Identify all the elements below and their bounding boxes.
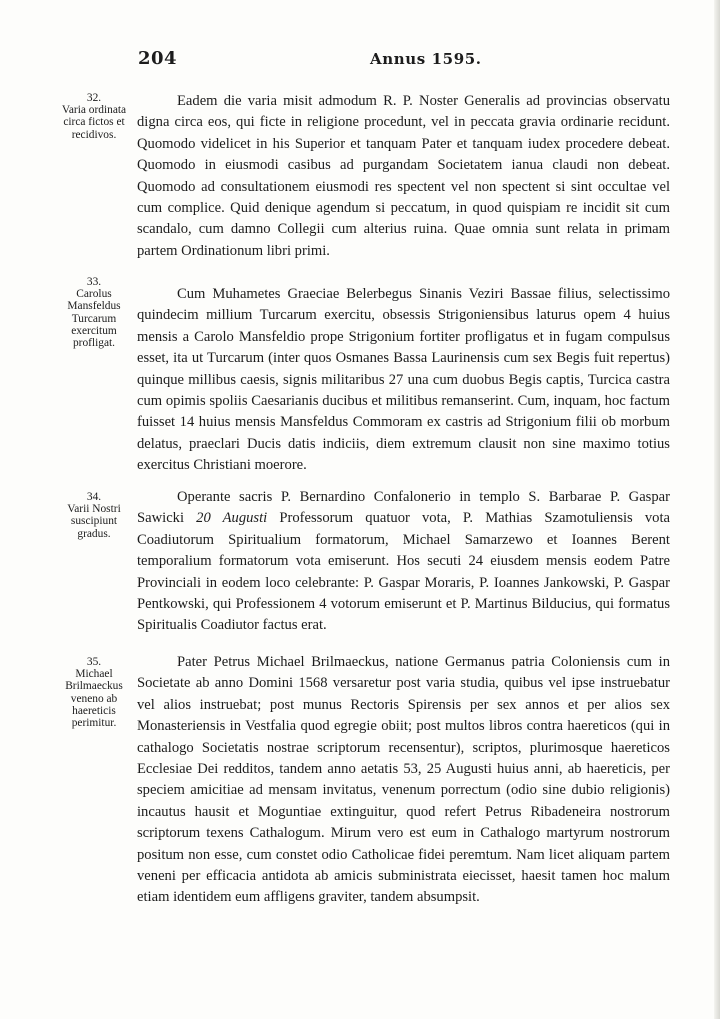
paragraph-34 <box>137 487 670 637</box>
page-header <box>138 48 678 72</box>
margin-note-33 <box>58 276 130 349</box>
paragraph-33: Cum Muhametes Graeciae Belerbegus Sinanis Veziri Bassae filius, selectissimo quindecim millium Turcarum exercitu, obsessis Strigoniensibus laturus opem 4 huius mensis a Carolo Mansfeldio prope Strigonium fortiter profligatus et in fugam compulsus esset, ita ut Turcarum (inter quos Osmanes Bassa Laurinensis cum sex Begis fuit repertus) quinque millibus caesis, signis militaribus 27 una cum duobus Begis captis, Turcica castra cum opimis spoliis Caesarianis ducibus et militibus remanserint. Cum, inquam, hoc factum fuisset 14 huius mensis Mansfeldus Commoram ex castris ad Strigonium filii ob morbum delatus, praeclari Ducis datis indiciis, diem extremum clausit non sine maximo totius exercitus Christiani moerore. <box>137 286 670 474</box>
paragraph-text: Professorum quatuor vota, P. Mathias Szamotuliensis vota Coadiutorum Spiritualium formatorum, Michael Samarzewo et Ioannes Berent temporalium formatorum vota emiserunt. Hos secuti 24 eiusdem mensis eodem Patre Provinciali in eodem loco celebrante: P. Gaspar Moraris, P. Ioannes Jankowski, P. Gaspar Pentkowski, qui Professionem 4 votorum emiserunt et P. Martinus Bilducius, qui formatus Spiritualis Coadiutor factus erat. <box>137 510 670 634</box>
page-number: 204 <box>138 48 178 69</box>
margin-note-35 <box>58 656 130 729</box>
margin-note-number: 32. <box>86 92 102 104</box>
paragraph-32: Eadem die varia misit admodum R. P. Noster Generalis ad provincias observatu digna circa eos, qui ficte in religione procedunt, vel in peccata gravia ordinarie recidunt. Quomodo videlicet in his Superior et tanquam Pater et tanquam iudex procedere debeat. Quomodo in eiusmodi casibus ad purgandam Societatem ianua claudi non debeat. Quomodo ad consultationem eiusmodi res spectent vel non spectent si sint occultae vel cum complice. Quid denique agendum si peccatum, in quod quispiam re incidit sit cum scandalo, cum damno Collegii cum alterius ruina. Quae omnia sunt relata in primam partem Ordinationum libri primi. <box>137 93 670 259</box>
italic-date: 20 Augusti <box>196 510 268 527</box>
margin-note-text: Carolus Mansfeldus Turcarum exercitum profligat. <box>67 288 121 350</box>
margin-note-number: 35. <box>86 656 102 668</box>
margin-note-32 <box>58 92 130 141</box>
margin-note-34 <box>58 491 130 540</box>
margin-note-number: 34. <box>86 491 102 503</box>
margin-note-number: 33. <box>86 276 102 288</box>
margin-note-text: Varia ordinata circa fictos et recidivos. <box>61 104 127 141</box>
margin-note-text: Michael Brilmaeckus veneno ab haereticis perimitur. <box>65 668 123 730</box>
running-head: Annus 1595. <box>370 50 482 68</box>
page-edge <box>714 0 720 1019</box>
paragraph-35: Pater Petrus Michael Brilmaeckus, natione Germanus patria Coloniensis cum in Societate ab anno Domini 1568 versaretur post varia studia, quibus vel ipse instruebatur vel alios instruebat; post munus Rectoris Spirensis per sex annos et per alios sex Monasteriensis in Vestfalia quod egregie obiit; post multos libros contra haereticos (qui in cathalogo Societatis nostrae scriptorum recensentur), scriptos, plurimosque haereticos Ecclesiae Dei redditos, tandem anno aetatis 53, 25 Augusti huius anni, ab haereticis, per speciem amicitiae ad mensam invitatus, venenum porrectum (odio sine dubio religionis) incautus hausit et Moguntiae extinguitur, quod refert Petrus Ribadeneira nostrorum scriptorum texens Cathalogum. Mirum vero est eum in Cathalogo martyrum nostrorum positum non esse, cum constet odio Catholicae fidei peremtum. Nam licet aliquam partem veneni per efficacia antidota ab amicis subministrata eiecisset, haesit tamen hoc malum etiam identidem eum affligens graviter, tandem absumpsit. <box>137 654 670 906</box>
margin-note-text: Varii Nostri suscipiunt gradus. <box>67 503 121 540</box>
paragraph-text: Operante sacris P. Bernardino Confalonerio in templo S. Barbarae P. Gaspar Sawicki <box>137 489 670 527</box>
